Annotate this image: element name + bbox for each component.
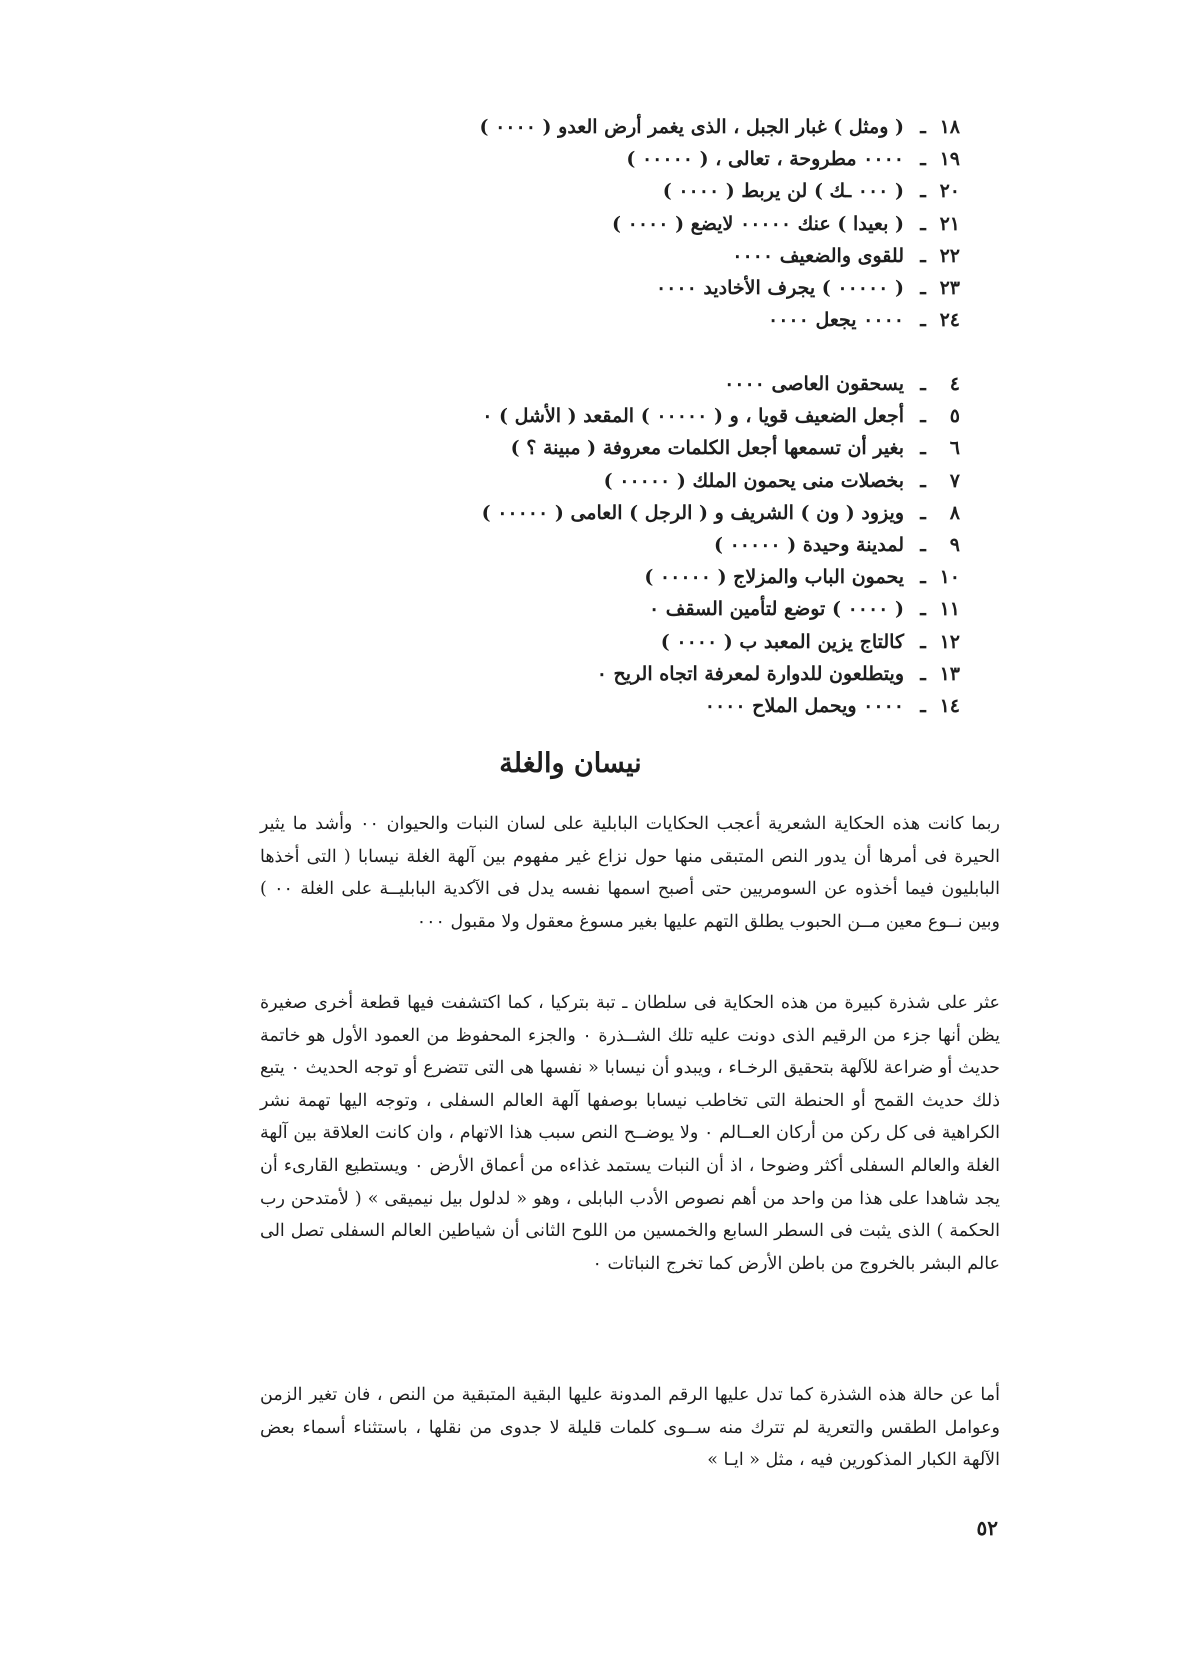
verse-line [160,213,960,245]
verse-number: ٨ [949,501,960,524]
verse-line [160,695,960,727]
section-title-text: نيسان والغلة [499,748,642,779]
verse-dash: ـ [920,662,926,685]
verse-number: ١٠ [939,566,960,589]
verse-line [160,502,960,534]
verse-dash: ـ [920,309,926,332]
verse-number: ١٤ [939,694,960,717]
verse-text: للقوى والضعيف ٠٠٠٠ [732,244,904,267]
verse-line [160,663,960,695]
verse-dash: ـ [920,533,926,556]
verse-dash: ـ [920,437,926,460]
verse-text: بخصلات منى يحمون الملك ( ٠٠٠٠٠ ) [603,469,904,492]
verse-text: ( ٠٠٠ ـك ) لن يربط ( ٠٠٠٠ ) [662,180,904,203]
verse-line [160,405,960,437]
verse-dash: ـ [920,566,926,589]
verse-text: ( بعيدا ) عنك ٠٠٠٠٠ لايضع ( ٠٠٠٠ ) [612,212,904,235]
verse-line [160,277,960,309]
verse-dash: ـ [920,276,926,299]
verse-number: ٥ [949,405,960,428]
verse-text: كالتاج يزين المعبد ب ( ٠٠٠٠ ) [660,630,904,653]
verse-number: ١٣ [939,662,960,685]
verse-number: ٢١ [939,212,960,235]
verse-dash: ـ [920,244,926,267]
verse-list-first [160,116,960,341]
verse-line [160,245,960,277]
verse-text: ٠٠٠٠ يجعل ٠٠٠٠ [768,309,904,332]
verse-text: أجعل الضعيف قويا ، و ( ٠٠٠٠٠ ) المقعد ( الأشل ) ٠ [482,405,904,428]
verse-text: ( ٠٠٠٠ ) توضع لتأمين السقف ٠ [648,598,904,621]
verse-text: يسحقون العاصى ٠٠٠٠ [724,373,904,395]
verse-line [160,116,960,148]
body-paragraph: عثر على شذرة كبيرة من هذه الحكاية فى سلطان ـ تبة بتركيا ، كما اكتشفت فيها قطعة أخرى صغيرة يظن أنها جزء من الرقيم الذى دونت عليه تلك الشــذرة ٠ والجزء المحفوظ من العمود الأول هو خاتمة حديث أو ضراعة للآلهة بتحقيق الرخـاء ، ويبدو أن نيسابا « نفسها هى التى تتضرع أو توجه الحديث ٠ يتبع ذلك حديث القمح أو الحنطة التى تخاطب نيسابا بوصفها آلهة العالم السفلى ، وتوجه اليها تهمة نشر الكراهية فى كل ركن من أركان العــالم ٠ ولا يوضــح النص سبب هذا الاتهام ، وان كانت العلاقة بين آلهة الغلة والعالم السفلى أكثر وضوحا ، اذ أن النبات يستمد غذاءه من أعماق الأرض ٠ ويستطيع القارىء أن يجد شاهدا على هذا من واحد من أهم نصوص الأدب البابلى ، وهو « لدلول بيل نيميقى » ( لأمتدحن رب الحكمة ) الذى يثبت فى السطر السابع والخمسين من اللوح الثانى أن شياطين العالم السفلى تصل الى عالم البشر بالخروج من باطن الأرض كما تخرج النباتات ٠ [260,993,1001,1274]
verse-line [160,373,960,405]
verse-dash: ـ [920,116,926,138]
verse-number: ٤ [949,373,960,395]
verse-number: ١١ [939,598,960,621]
verse-dash: ـ [920,373,926,395]
verse-dash: ـ [920,469,926,492]
verse-line [160,598,960,630]
verse-text: ٠٠٠٠ مطروحة ، تعالى ، ( ٠٠٠٠٠ ) [626,148,904,171]
verse-line [160,631,960,663]
verse-line [160,470,960,502]
verse-dash: ـ [920,694,926,717]
verse-text: ويزود ( ون ) الشريف و ( الرجل ) العامى ( ٠٠٠٠٠ ) [481,501,904,524]
verse-number: ٢٢ [939,244,960,267]
verse-dash: ـ [920,501,926,524]
body-paragraph: أما عن حالة هذه الشذرة كما تدل عليها الرقم المدونة عليها البقية المتبقية من النص ، فان تغير الزمن وعوامل الطقس والتعرية لم تترك منه ســوى كلمات قليلة لا جدوى من نقلها ، باستثناء أسماء بعض الآلهة الكبار المذكورين فيه ، مثل « ايـا » [260,1385,1000,1471]
verse-number: ١٩ [939,148,960,171]
verse-dash: ـ [920,148,926,171]
verse-text: لمدينة وحيدة ( ٠٠٠٠٠ ) [713,533,904,556]
verse-line [160,309,960,341]
body-paragraph: ربما كانت هذه الحكاية الشعرية أعجب الحكايات البابلية على لسان النبات والحيوان ٠٠ وأشد ما يثير الحيرة فى أمرها أن يدور النص المتبقى منها حول نزاع غير مفهوم بين آلهة الغلة نيسابا ( التى أخذها البابليون فيما أخذوه عن السومريين حتى أصبح اسمها نفسه يدل فى الآكدية البابليــة على الغلة ٠٠ ) وبين نــوع معين مــن الحبوب يطلق التهم عليها بغير مسوغ معقول ولا مقبول ٠٠٠ [260,814,1000,932]
verse-text: بغير أن تسمعها أجعل الكلمات معروفة ( مبينة ؟ ) [510,437,904,460]
verse-number: ٦ [949,437,960,460]
verse-line [160,534,960,566]
section-title [0,748,1181,779]
verse-list-second [160,373,960,727]
verse-number: ٢٠ [939,180,960,203]
verse-number: ١٨ [939,116,960,138]
verse-number: ٧ [949,469,960,492]
verse-number: ٩ [949,533,960,556]
verse-text: ( ٠٠٠٠٠ ) يجرف الأخاديد ٠٠٠٠ [655,276,904,299]
verse-dash: ـ [920,630,926,653]
verse-text: ( ومثل ) غبار الجبل ، الذى يغمر أرض العدو ( ٠٠٠٠ ) [479,116,904,138]
verse-text: ويتطلعون للدوارة لمعرفة اتجاه الريح ٠ [596,662,904,685]
verse-text: ٠٠٠٠ ويحمل الملاح ٠٠٠٠ [704,694,904,717]
verse-dash: ـ [920,212,926,235]
verse-line [160,437,960,469]
verse-line [160,566,960,598]
verse-number: ١٢ [939,630,960,653]
verse-line [160,148,960,180]
verse-number: ٢٣ [939,276,960,299]
page-number: ٥٢ [976,1516,998,1540]
verse-dash: ـ [920,598,926,621]
verse-number: ٢٤ [939,309,960,332]
verse-dash: ـ [920,405,926,428]
verse-dash: ـ [920,180,926,203]
verse-text: يحمون الباب والمزلاج ( ٠٠٠٠٠ ) [644,566,904,589]
verse-line [160,180,960,212]
